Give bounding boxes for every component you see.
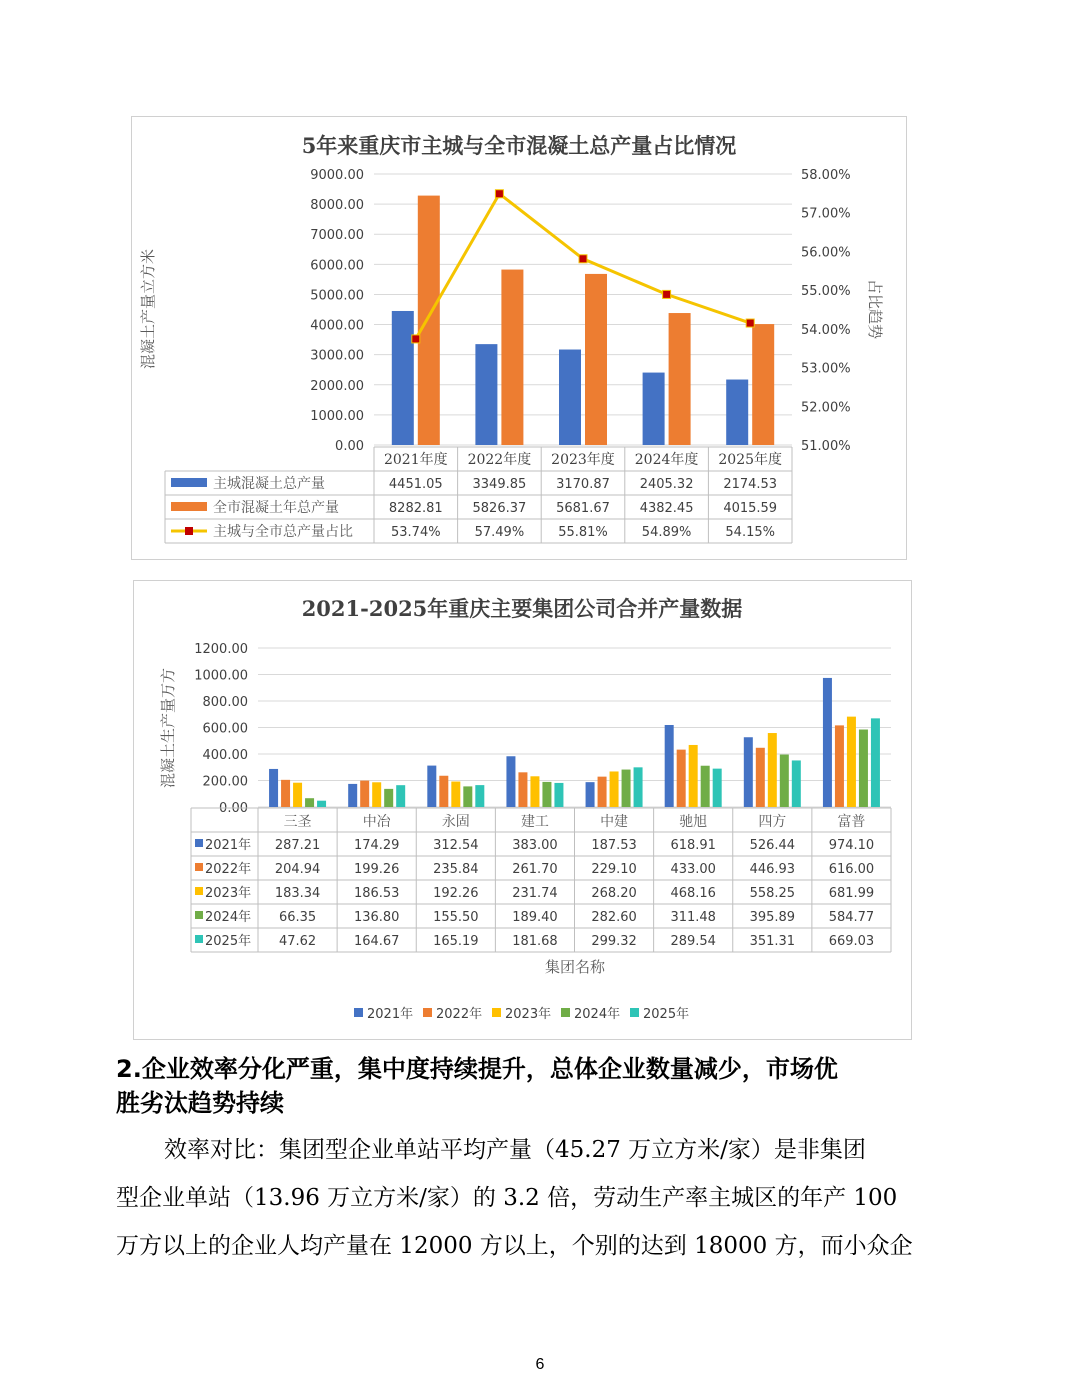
chart1-table-value: 2405.32 — [639, 477, 694, 492]
chart1-table-value: 54.89% — [641, 525, 692, 540]
chart2-table-value: 446.93 — [749, 862, 796, 877]
chart2-table-value: 287.21 — [274, 838, 321, 853]
chart2-table-value: 395.89 — [749, 910, 796, 925]
chart2-table-value: 47.62 — [278, 934, 317, 949]
chart1-y2-tick: 52.00% — [801, 400, 851, 416]
chart1-series-name: 主城混凝土总产量 — [213, 476, 325, 492]
chart1-y2-tick: 56.00% — [801, 245, 851, 261]
chart1-bar-whole-city — [501, 270, 523, 445]
chart2-bar — [665, 725, 674, 807]
chart2-table-value: 558.25 — [749, 886, 796, 901]
chart2-bar — [871, 718, 880, 807]
chart2-table-value: 289.54 — [670, 934, 716, 949]
chart1-table-value: 54.15% — [725, 525, 775, 540]
chart1-table-value: 3349.85 — [472, 477, 527, 492]
chart2-bar — [847, 717, 856, 807]
chart2-table-value: 204.94 — [274, 862, 321, 877]
chart2-table-value: 155.50 — [433, 910, 479, 925]
chart2-bar — [713, 769, 722, 807]
body-paragraph — [116, 1126, 946, 1270]
chart1-y-tick: 3000.00 — [310, 348, 364, 364]
chart2-bar — [701, 766, 710, 807]
heading-line-2: 胜劣汰趋势持续 — [116, 1089, 284, 1117]
chart1-y-tick: 7000.00 — [310, 228, 364, 244]
chart2-y-tick: 200.00 — [202, 774, 248, 790]
chart1-table-value: 4451.05 — [388, 477, 443, 492]
chart2-x-axis-label: 集团名称 — [544, 958, 606, 976]
chart1-bar-main-city — [392, 311, 414, 445]
chart2-bar — [756, 748, 765, 807]
chart2-table-value: 383.00 — [512, 838, 558, 853]
heading-line-1: 2.企业效率分化严重，集中度持续提升，总体企业数量减少，市场优 — [116, 1055, 838, 1083]
chart2-category-label: 四方 — [758, 814, 787, 830]
chart2-table-value: 311.48 — [670, 910, 716, 925]
chart2-table-value: 974.10 — [828, 838, 875, 853]
chart1-category-label: 2021年度 — [383, 452, 448, 468]
chart2-bar — [677, 750, 686, 807]
chart2-table-value: 681.99 — [828, 886, 875, 901]
chart1-category-label: 2023年度 — [551, 452, 615, 468]
chart2-bar — [269, 769, 278, 807]
chart1-bar-whole-city — [669, 313, 691, 445]
chart1-y-tick: 0.00 — [335, 439, 364, 454]
chart2-legend-label: 2021年 — [367, 1007, 414, 1022]
chart1-share-marker — [495, 190, 503, 198]
chart2-series-name: 2021年 — [205, 838, 252, 853]
chart1-y-tick: 1000.00 — [310, 408, 364, 424]
chart2-table-value: 584.77 — [828, 910, 875, 925]
chart1-y2-tick: 54.00% — [801, 322, 851, 338]
chart2-legend-label: 2022年 — [436, 1007, 483, 1022]
chart1-table-value: 3170.87 — [556, 477, 610, 492]
chart2-table-value: 136.80 — [353, 910, 400, 925]
chart2-legend-label: 2025年 — [643, 1007, 690, 1022]
chart2-y-tick: 600.00 — [202, 721, 248, 737]
chart1-bar-whole-city — [418, 196, 440, 445]
chart-main-city-share — [131, 116, 907, 560]
chart1-table-value: 55.81% — [558, 525, 608, 540]
chart2-y-tick: 800.00 — [202, 695, 248, 710]
chart2-series-name: 2024年 — [205, 910, 252, 925]
chart2-bar — [598, 777, 607, 807]
chart2-y-tick: 400.00 — [202, 748, 248, 763]
chart2-table-value: 669.03 — [828, 934, 875, 949]
chart1-bar-main-city — [475, 344, 497, 445]
chart2-bar — [317, 801, 326, 807]
chart1-y2-tick: 51.00% — [801, 439, 851, 454]
chart1-bar-whole-city — [585, 274, 607, 445]
chart2-bar — [293, 783, 302, 807]
chart1-table-value: 8282.81 — [388, 501, 443, 516]
chart2-category-label: 富普 — [837, 814, 866, 830]
chart1-y2-axis-label: 占比趋势 — [866, 278, 884, 340]
chart2-table-value: 187.53 — [591, 838, 637, 853]
chart2-bar — [634, 767, 643, 807]
chart2-bar — [610, 771, 619, 807]
chart2-category-label: 中建 — [600, 814, 629, 830]
chart2-bar — [360, 781, 369, 807]
chart1-share-line — [416, 194, 750, 339]
chart1-table-value: 53.74% — [391, 525, 441, 540]
chart2-table-value: 181.68 — [512, 934, 558, 949]
chart2-table-value: 433.00 — [670, 862, 716, 877]
chart2-table-value: 186.53 — [353, 886, 400, 901]
chart2-legend-label: 2024年 — [574, 1007, 621, 1022]
chart2-table-value: 165.19 — [433, 934, 479, 949]
chart2-category-label: 永固 — [441, 814, 470, 830]
chart2-category-label: 中冶 — [362, 814, 391, 830]
para-line-2: 型企业单站（13.96 万立方米/家）的 3.2 倍，劳动生产率主城区的年产 100 — [116, 1185, 898, 1211]
chart2-table-value: 199.26 — [353, 862, 400, 877]
chart2-table-value: 312.54 — [433, 838, 479, 853]
chart2-table-value: 618.91 — [670, 838, 716, 853]
chart2-bar — [554, 783, 563, 807]
chart2-bar — [427, 766, 436, 807]
chart2-table-value: 351.31 — [749, 934, 796, 949]
chart2-bar — [506, 756, 515, 807]
chart2-row-key — [195, 911, 203, 919]
chart1-legend-key — [171, 502, 207, 511]
chart2-bar — [622, 770, 631, 807]
chart1-table-value: 2174.53 — [723, 477, 778, 492]
chart2-row-key — [195, 839, 203, 847]
chart1-share-marker — [412, 335, 420, 343]
chart2-y-tick: 1200.00 — [194, 642, 248, 657]
chart2-bar — [586, 782, 595, 807]
chart2-series-name: 2022年 — [205, 862, 252, 877]
chart2-bar — [348, 784, 357, 807]
chart2-series-name: 2025年 — [205, 934, 252, 949]
chart2-title: 2021-2025年重庆主要集团公司合并产量数据 — [301, 596, 743, 621]
chart1-series-name: 主城与全市总产量占比 — [213, 524, 353, 540]
chart2-table-value: 192.26 — [433, 886, 479, 901]
chart2-category-label: 建工 — [520, 814, 549, 830]
para-line-1: 效率对比：集团型企业单站平均产量（45.27 万立方米/家）是非集团 — [164, 1137, 866, 1163]
chart1-share-marker — [663, 290, 671, 298]
chart1-y-tick: 4000.00 — [310, 318, 364, 334]
chart1-category-label: 2025年度 — [718, 452, 783, 468]
chart2-table-value: 66.35 — [278, 910, 317, 925]
chart2-table-value: 189.40 — [512, 910, 558, 925]
chart2-bar — [384, 789, 393, 807]
chart2-bar — [835, 725, 844, 807]
chart1-y-tick: 6000.00 — [310, 258, 364, 274]
chart2-bar — [689, 745, 698, 807]
chart1-y-axis-label: 混凝土产量立方米 — [139, 248, 157, 370]
chart2-legend-key — [561, 1008, 570, 1017]
chart2-table-value: 616.00 — [828, 862, 875, 877]
chart1-series-name: 全市混凝土年总产量 — [213, 500, 339, 516]
chart2-table-value: 299.32 — [591, 934, 637, 949]
chart1-bar-main-city — [726, 380, 748, 445]
chart2-bar — [780, 755, 789, 807]
chart2-row-key — [195, 887, 203, 895]
chart2-table-value: 174.29 — [353, 838, 400, 853]
chart2-bar — [281, 780, 290, 807]
section-heading — [116, 1052, 936, 1120]
chart2-bar — [744, 737, 753, 807]
chart2-bar — [475, 785, 484, 807]
chart2-category-label: 三圣 — [283, 814, 312, 830]
chart2-bar — [396, 785, 405, 807]
chart2-y-tick: 1000.00 — [194, 668, 248, 684]
chart2-table-value: 229.10 — [591, 862, 637, 877]
chart1-share-marker — [746, 319, 754, 327]
chart1-y2-tick: 58.00% — [801, 168, 851, 183]
chart1-category-label: 2024年度 — [634, 452, 699, 468]
chart2-bar — [305, 798, 314, 807]
chart2-bar — [518, 772, 527, 807]
chart1-share-marker — [579, 255, 587, 263]
chart2-bar — [859, 730, 868, 807]
chart2-bar — [823, 678, 832, 807]
chart2-table-value: 231.74 — [512, 886, 558, 901]
chart-group-output — [133, 580, 912, 1040]
chart2-legend-key — [354, 1008, 363, 1017]
chart1-legend-marker-key — [185, 527, 193, 535]
chart1-y-tick: 9000.00 — [310, 168, 364, 183]
chart2-legend-label: 2023年 — [505, 1007, 552, 1022]
chart2-table-value: 468.16 — [670, 886, 716, 901]
chart2-row-key — [195, 935, 203, 943]
chart1-bar-main-city — [559, 350, 581, 445]
chart1-title: 5年来重庆市主城与全市混凝土总产量占比情况 — [301, 133, 737, 158]
chart2-y-tick: 0.00 — [219, 801, 248, 816]
chart2-bar — [768, 733, 777, 807]
chart2-table-value: 261.70 — [512, 862, 558, 877]
para-line-3: 万方以上的企业人均产量在 12000 方以上，个别的达到 18000 方，而小众企 — [116, 1233, 913, 1259]
chart1-legend-key — [171, 478, 207, 487]
chart2-y-axis-label: 混凝土生产量万方 — [159, 667, 177, 789]
chart1-svg — [132, 117, 906, 559]
chart2-row-key — [195, 863, 203, 871]
chart1-table-value: 5826.37 — [472, 501, 527, 516]
chart1-category-label: 2022年度 — [467, 452, 532, 468]
chart2-bar — [451, 782, 460, 807]
chart2-bar — [463, 786, 472, 807]
chart2-table-value: 183.34 — [274, 886, 321, 901]
chart2-bar — [439, 776, 448, 807]
chart1-y-tick: 5000.00 — [310, 288, 364, 304]
chart1-y2-tick: 53.00% — [801, 361, 851, 377]
chart2-bar — [542, 782, 551, 807]
chart2-table-value: 164.67 — [353, 934, 400, 949]
chart1-table-value: 57.49% — [474, 525, 525, 540]
chart1-table-value: 4382.45 — [639, 501, 694, 516]
chart2-legend-key — [423, 1008, 432, 1017]
chart2-legend-key — [630, 1008, 639, 1017]
chart2-series-name: 2023年 — [205, 886, 252, 901]
chart2-table-value: 268.20 — [591, 886, 637, 901]
chart2-table-value: 526.44 — [749, 838, 796, 853]
chart2-legend-key — [492, 1008, 501, 1017]
chart1-table-value: 4015.59 — [723, 501, 778, 516]
chart2-table-value: 282.60 — [591, 910, 637, 925]
page-number: 6 — [535, 1356, 545, 1373]
chart2-bar — [372, 782, 381, 807]
chart1-y2-tick: 57.00% — [801, 206, 851, 222]
chart2-table-value: 235.84 — [433, 862, 479, 877]
chart2-bar — [530, 776, 539, 807]
chart1-bar-whole-city — [752, 324, 774, 445]
chart1-table-value: 5681.67 — [556, 501, 610, 516]
chart1-y2-tick: 55.00% — [801, 284, 851, 300]
chart2-bar — [792, 760, 801, 807]
chart2-svg — [134, 581, 911, 1039]
chart1-y-tick: 8000.00 — [310, 198, 364, 214]
chart1-bar-main-city — [643, 373, 665, 445]
chart2-category-label: 驰旭 — [679, 814, 708, 830]
chart1-y-tick: 2000.00 — [310, 378, 364, 394]
